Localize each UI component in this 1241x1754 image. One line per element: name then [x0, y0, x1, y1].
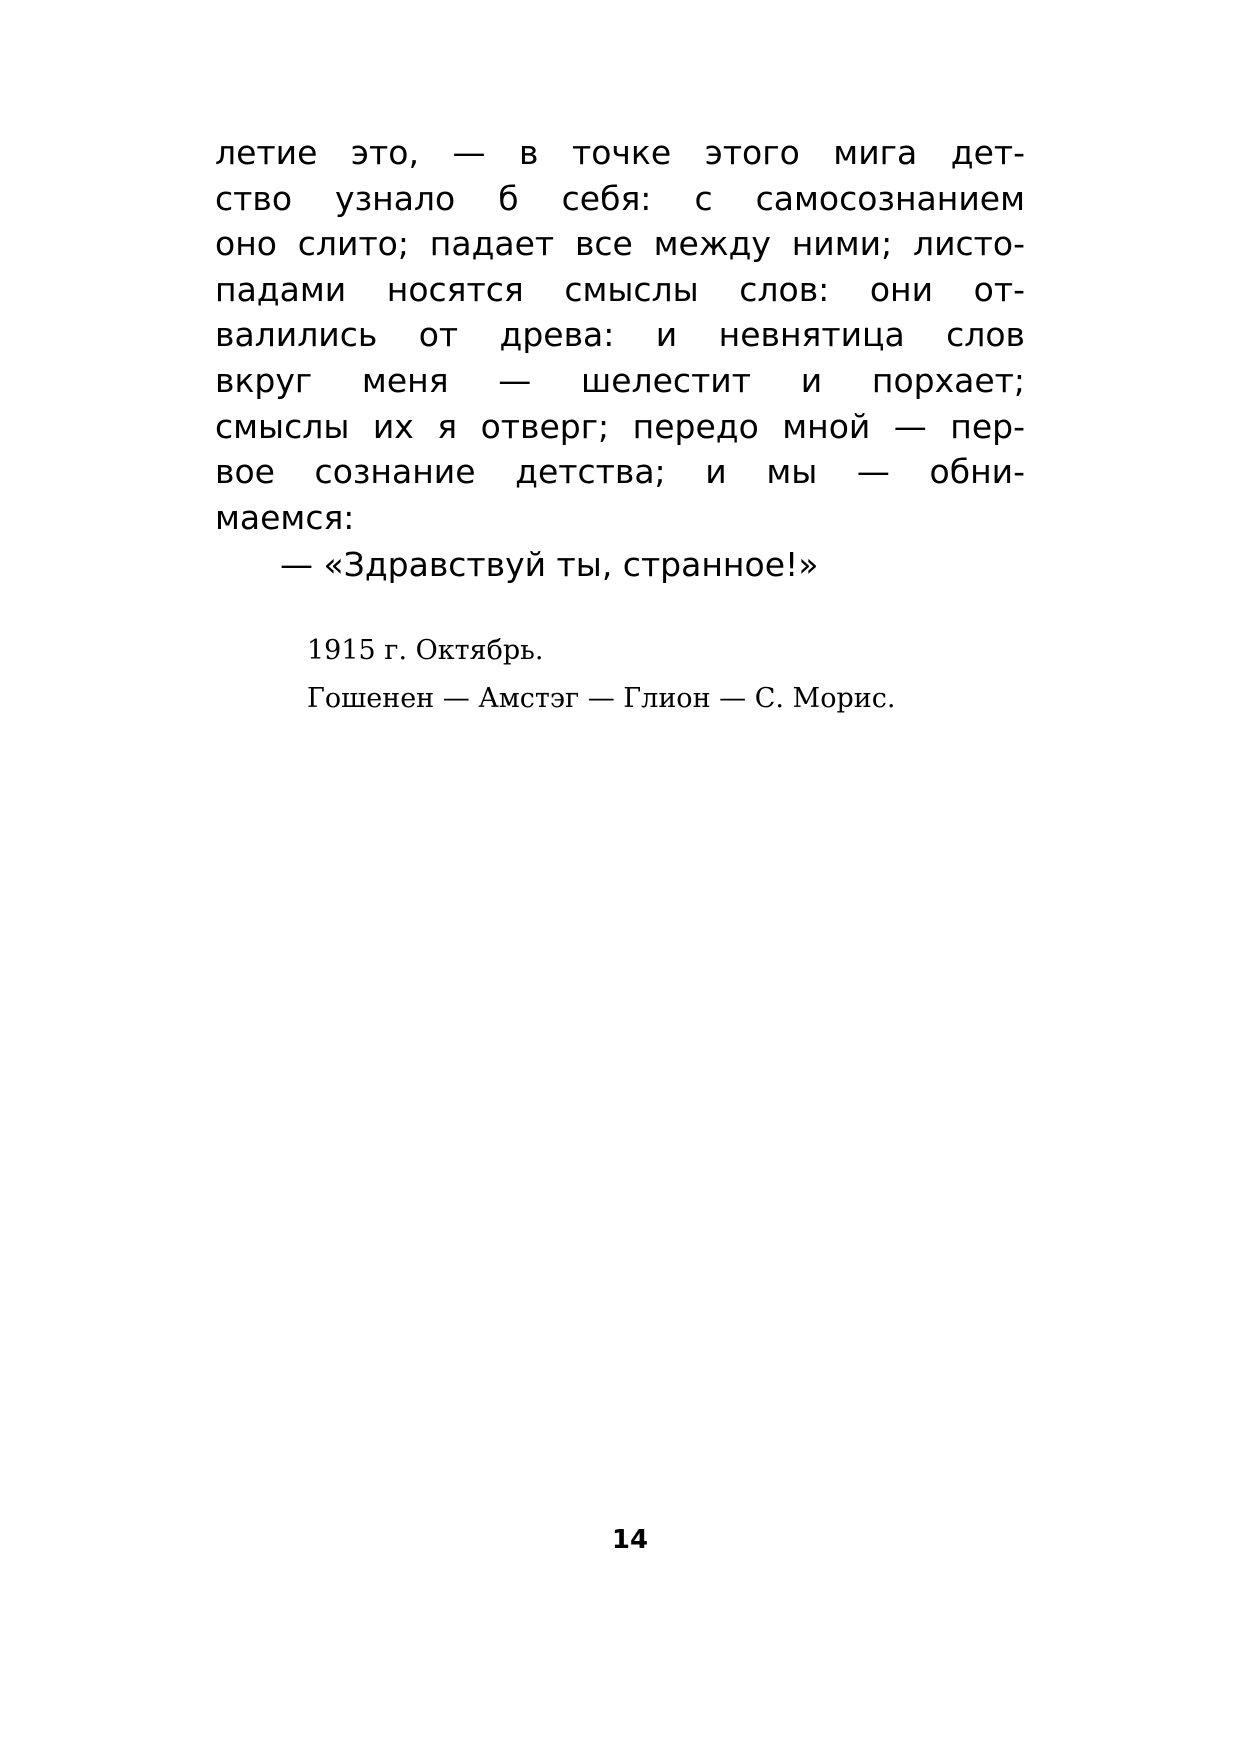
body-paragraph — [215, 130, 1025, 540]
text-line: летие это, — в точке этого мига дет- — [215, 133, 1025, 172]
text-line: валились от древа: и невнятица слов — [215, 315, 1025, 355]
page-number: 14 — [611, 1525, 649, 1555]
text-line: падами носятся смыслы слов: они от- — [215, 269, 1025, 309]
signoff-date: 1915 г. Октябрь. — [307, 635, 544, 666]
text-line: вкруг меня — шелестит и порхает; — [215, 360, 1025, 400]
text-line: вое сознание детства; и мы — обни- — [215, 452, 1025, 492]
text-line: ство узнало б себя: с самосознанием — [215, 178, 1025, 218]
signoff-place: Гошенен — Амстэг — Глион — С. Морис. — [307, 683, 896, 714]
text-line: оно слито; падает все между ними; листо- — [215, 224, 1025, 264]
quote-line: — «Здравствуй ты, странное!» — [280, 545, 819, 584]
text-line: маемся: — [215, 497, 355, 537]
text-line: смыслы их я отверг; передо мной — пер- — [215, 406, 1025, 446]
